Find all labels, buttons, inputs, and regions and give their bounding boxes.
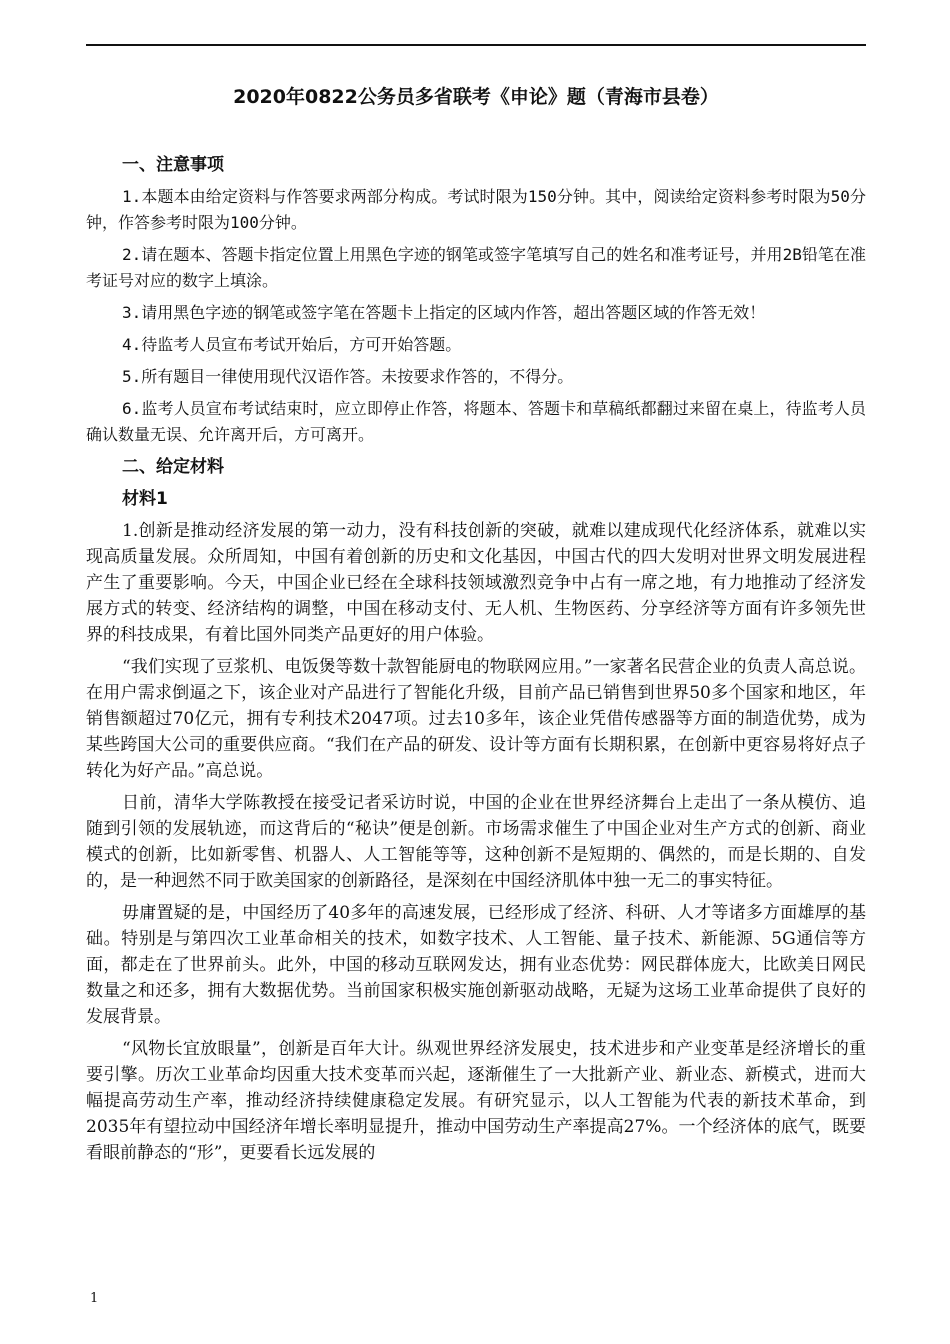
material-paragraph: 1.创新是推动经济发展的第一动力，没有科技创新的突破，就难以建成现代化经济体系，就难以实现高质量发展。众所周知，中国有着创新的历史和文化基因，中国古代的四大发明对世界文明发展进程产生了重要影响。今天，中国企业已经在全球科技领域激烈竞争中占有一席之地，有力地推动了经济发展方式的转变、经济结构的调整，中国在移动支付、无人机、生物医药、分享经济等方面有许多领先世界的科技成果，有着比国外同类产品更好的用户体验。 — [86, 521, 866, 645]
note-item: 3.请用黑色字迹的钢笔或签字笔在答题卡上指定的区域内作答，超出答题区域的作答无效！ — [122, 303, 766, 322]
material-paragraph: 毋庸置疑的是，中国经历了40多年的高速发展，已经形成了经济、科研、人才等诸多方面雄厚的基础。特别是与第四次工业革命相关的技术，如数字技术、人工智能、量子技术、新能源、5G通信等方面，都走在了世界前头。此外，中国的移动互联网发达，拥有业态优势：网民群体庞大，比欧美日网民数量之和还多，拥有大数据优势。当前国家积极实施创新驱动战略，无疑为这场工业革命提供了良好的发展背景。 — [86, 903, 866, 1027]
section-heading-materials: 二、给定材料 — [122, 457, 224, 477]
material-paragraph: “我们实现了豆浆机、电饭煲等数十款智能厨电的物联网应用。”一家著名民营企业的负责人高总说。在用户需求倒逼之下，该企业对产品进行了智能化升级，目前产品已销售到世界50多个国家和地区，年销售额超过70亿元，拥有专利技术2047项。过去10多年，该企业凭借传感器等方面的制造优势，成为某些跨国大公司的重要供应商。“我们在产品的研发、设计等方面有长期积累，在创新中更容易将好点子转化为好产品。”高总说。 — [86, 657, 866, 781]
material-paragraph: “风物长宜放眼量”，创新是百年大计。纵观世界经济发展史，技术进步和产业变革是经济增长的重要引擎。历次工业革命均因重大技术变革而兴起，逐渐催生了一大批新产业、新业态、新模式，进而大幅提高劳动生产率，推动经济持续健康稳定发展。有研究显示，以人工智能为代表的新技术革命，到2035年有望拉动中国经济年增长率明显提升，推动中国劳动生产率提高27%。一个经济体的底气，既要看眼前静态的“形”，更要看长远发展的 — [86, 1039, 866, 1163]
note-item: 2.请在题本、答题卡指定位置上用黑色字迹的钢笔或签字笔填写自己的姓名和准考证号，并用2B铅笔在准考证号对应的数字上填涂。 — [86, 245, 866, 290]
page-number: 1 — [90, 1291, 99, 1306]
material-paragraph: 日前，清华大学陈教授在接受记者采访时说，中国的企业在世界经济舞台上走出了一条从模仿、追随到引领的发展轨迹，而这背后的“秘诀”便是创新。市场需求催生了中国企业对生产方式的创新、商业模式的创新，比如新零售、机器人、人工智能等等，这种创新不是短期的、偶然的，而是长期的、自发的，是一种迥然不同于欧美国家的创新路径，是深刻在中国经济肌体中独一无二的事实特征。 — [86, 793, 866, 891]
note-item: 4.待监考人员宣布考试开始后，方可开始答题。 — [122, 335, 462, 354]
note-item: 1.本题本由给定资料与作答要求两部分构成。考试时限为150分钟。其中，阅读给定资料参考时限为50分钟，作答参考时限为100分钟。 — [86, 187, 866, 232]
document-body — [86, 152, 866, 1172]
note-item: 5.所有题目一律使用现代汉语作答。未按要求作答的，不得分。 — [122, 367, 574, 386]
header-rule — [86, 44, 866, 46]
document-title: 2020年0822公务员多省联考《申论》题（青海市县卷） — [233, 86, 719, 108]
note-item: 6.监考人员宣布考试结束时，应立即停止作答，将题本、答题卡和草稿纸都翻过来留在桌上，待监考人员确认数量无误、允许离开后，方可离开。 — [86, 399, 866, 444]
section-heading-notes: 一、注意事项 — [122, 155, 224, 175]
material-heading: 材料1 — [122, 489, 168, 509]
